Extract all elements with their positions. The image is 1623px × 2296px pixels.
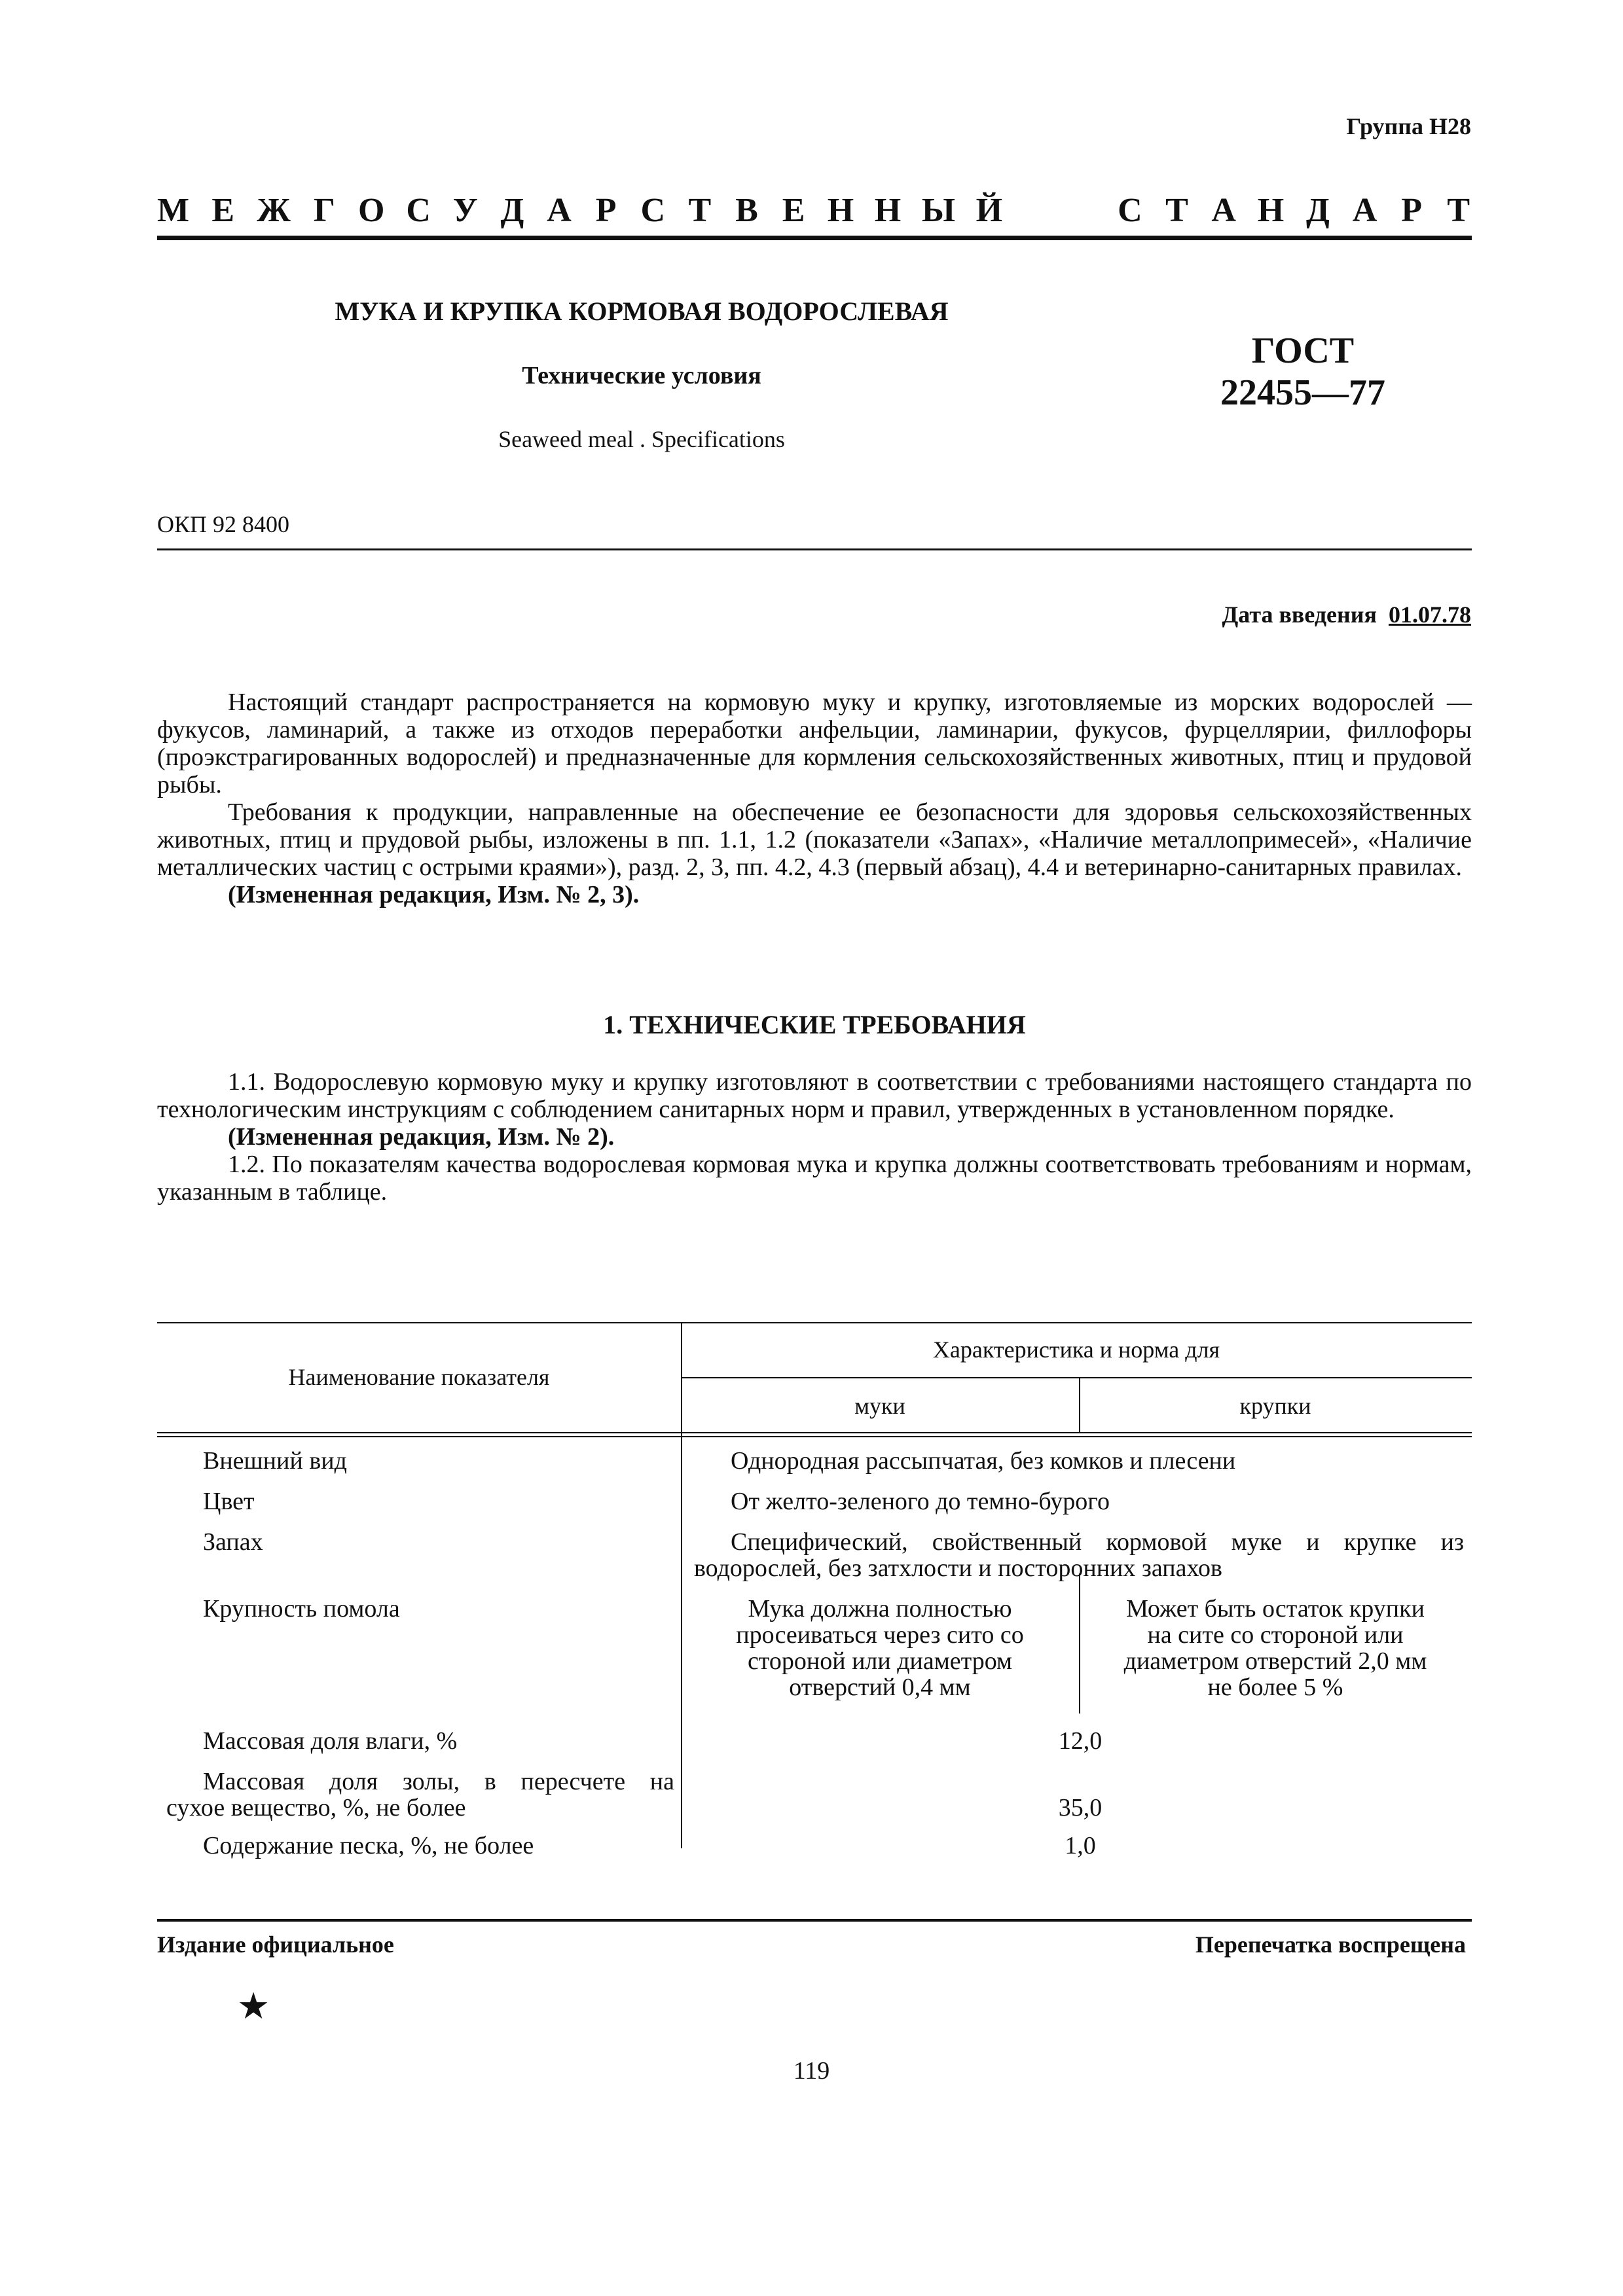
table-top-rule <box>157 1322 1472 1323</box>
title-rule <box>157 548 1472 550</box>
banner-letter: Т <box>688 192 712 229</box>
grind-grits-line: Может быть остаток крупки <box>1126 1595 1425 1623</box>
grind-flour-line: Мука должна полностью <box>748 1595 1012 1623</box>
grind-flour-line: отверстий 0,4 мм <box>789 1674 971 1701</box>
row-name-smell: Запах <box>203 1528 263 1556</box>
banner-letter <box>1023 191 1049 230</box>
header-grits: крупки <box>1239 1393 1311 1419</box>
reprint-prohibited: Перепечатка воспрещена <box>1195 1931 1466 1958</box>
banner-letter: Р <box>595 192 617 229</box>
row-value-grind-grits <box>1079 1596 1472 1700</box>
table-header-rule <box>157 1432 1472 1433</box>
edition-note: (Измененная редакция, Изм. № 2). <box>228 1123 615 1151</box>
row-name-ash-line2: сухое вещество, %, не более <box>166 1794 466 1821</box>
grind-grits-line: на сите со стороной или <box>1147 1621 1404 1649</box>
row-value-color: От желто-зеленого до темно-бурого <box>731 1488 1110 1515</box>
banner-letter: Ж <box>257 192 291 229</box>
introduction-date <box>1222 601 1472 628</box>
introduction-date-label: Дата введения <box>1222 601 1377 628</box>
banner-letter <box>1070 191 1096 230</box>
banner-letter: Ы <box>921 192 955 229</box>
banner-letter: Н <box>827 192 854 229</box>
banner-letter: Т <box>1165 192 1188 229</box>
banner-letter: С <box>640 192 665 229</box>
row-name-sand: Содержание песка, %, не более <box>203 1832 534 1859</box>
banner-letter: А <box>547 192 572 229</box>
row-value-sand: 1,0 <box>1065 1832 1096 1859</box>
paragraph-safety: Требования к продукции, направленные на обеспечение ее безопасности для здоровья сельскохозяйственных животных, птиц и прудовой рыбы, изложены в пп. 1.1, 1.2 (показатели «Запах», «Наличие металлопримесей», «Наличие металлических частиц с острыми краями»), разд. 2, 3, пп. 4.2, 4.3 (первый абзац), 4.4 и ветеринарно-санитарных правилах. <box>157 798 1472 881</box>
paragraph-1-2: 1.2. По показателям качества водорослевая кормовая мука и крупка должны соответствовать требованиям и нормам, указанным в таблице. <box>157 1151 1472 1206</box>
banner-letter: Д <box>1305 192 1330 229</box>
gost-number: 22455—77 <box>1220 372 1385 413</box>
row-name-grind: Крупность помола <box>203 1595 400 1623</box>
row-value-moisture: 12,0 <box>1058 1727 1103 1755</box>
banner-letter: С <box>406 192 431 229</box>
banner-letter: Е <box>211 192 235 229</box>
row-name-color: Цвет <box>203 1488 255 1515</box>
banner-letter: М <box>157 192 190 229</box>
intro-text <box>157 689 1472 908</box>
group-code: Группа Н28 <box>1346 113 1471 139</box>
paragraph-scope: Настоящий стандарт распространяется на кормовую муку и крупку, изготовляемые из морских водорослей — фукусов, ламинарий, а также из отходов переработки анфельции, ламинарии, фукусов, фурцеллярии, филлофоры (проэкстрагированных водорослей) и предназначенные для кормления сельскохозяйственных животных, птиц и прудовой рыбы. <box>157 689 1472 798</box>
banner-rule <box>157 236 1472 240</box>
banner-letter: В <box>735 192 758 229</box>
section-text <box>157 1068 1472 1206</box>
row-value-ash: 35,0 <box>1058 1794 1103 1821</box>
row-name-moisture: Массовая доля влаги, % <box>203 1727 458 1755</box>
grind-flour-line: стороной или диаметром <box>747 1647 1013 1675</box>
banner-letter: Е <box>782 192 805 229</box>
row-name-appearance: Внешний вид <box>203 1447 347 1475</box>
banner-letter: Т <box>1447 192 1470 229</box>
grind-flour-line: просеиваться через сито со <box>736 1621 1024 1649</box>
banner-letter: Р <box>1401 192 1422 229</box>
introduction-date-value: 01.07.78 <box>1389 601 1471 628</box>
banner-letter: У <box>452 192 478 229</box>
banner-letter: С <box>1118 192 1142 229</box>
row-name-ash-line1: Массовая доля золы, в пересчете на <box>203 1768 674 1795</box>
header-indicator-name: Наименование показателя <box>288 1364 550 1390</box>
banner-letter: О <box>358 192 385 229</box>
section-heading: 1. ТЕХНИЧЕСКИЕ ТРЕБОВАНИЯ <box>603 1010 1026 1039</box>
grind-grits-line: диаметром отверстий 2,0 мм <box>1123 1647 1427 1675</box>
table-header-rule <box>157 1436 1472 1437</box>
banner-letter: Н <box>1257 192 1285 229</box>
document-title: МУКА И КРУПКА КОРМОВАЯ ВОДОРОСЛЕВАЯ <box>335 296 949 326</box>
document-subtitle: Технические условия <box>522 362 761 389</box>
gost-label: ГОСТ <box>1251 331 1355 371</box>
official-edition: Издание официальное <box>157 1931 394 1958</box>
english-title: Seaweed meal . Specifications <box>498 426 785 452</box>
banner-letter: Д <box>500 192 524 229</box>
banner-letter: Й <box>976 192 1003 229</box>
grind-grits-line: не более 5 % <box>1207 1674 1343 1701</box>
row-value-smell-line1: Специфический, свойственный кормовой муке и крупке из <box>731 1528 1464 1556</box>
paragraph-1-1: 1.1. Водорослевую кормовую муку и крупку изготовляют в соответствии с требованиями настоящего стандарта по технологическим инструкциям с соблюдением санитарных норм и правил, утвержденных в установленном порядке. <box>157 1068 1472 1123</box>
banner-letter: Н <box>874 192 902 229</box>
footer-rule <box>157 1919 1472 1922</box>
table-subheader-rule <box>681 1377 1472 1378</box>
header-flour: муки <box>854 1393 905 1419</box>
okp-code: ОКП 92 8400 <box>157 511 290 537</box>
row-value-appearance: Однородная рассыпчатая, без комков и плесени <box>731 1447 1236 1475</box>
quality-table <box>157 1322 1472 1859</box>
header-characteristic: Характеристика и норма для <box>932 1336 1220 1363</box>
standard-banner <box>157 191 1472 230</box>
row-value-smell-line2: водорослей, без затхлости и посторонних запахов <box>694 1554 1222 1582</box>
star-icon: ★ <box>237 1986 270 2027</box>
row-value-grind-flour <box>681 1596 1079 1700</box>
banner-letter: Г <box>313 192 335 229</box>
banner-letter: А <box>1352 192 1377 229</box>
banner-letter: А <box>1211 192 1236 229</box>
edition-note: (Измененная редакция, Изм. № 2, 3). <box>228 881 640 908</box>
page-number: 119 <box>793 2057 830 2085</box>
